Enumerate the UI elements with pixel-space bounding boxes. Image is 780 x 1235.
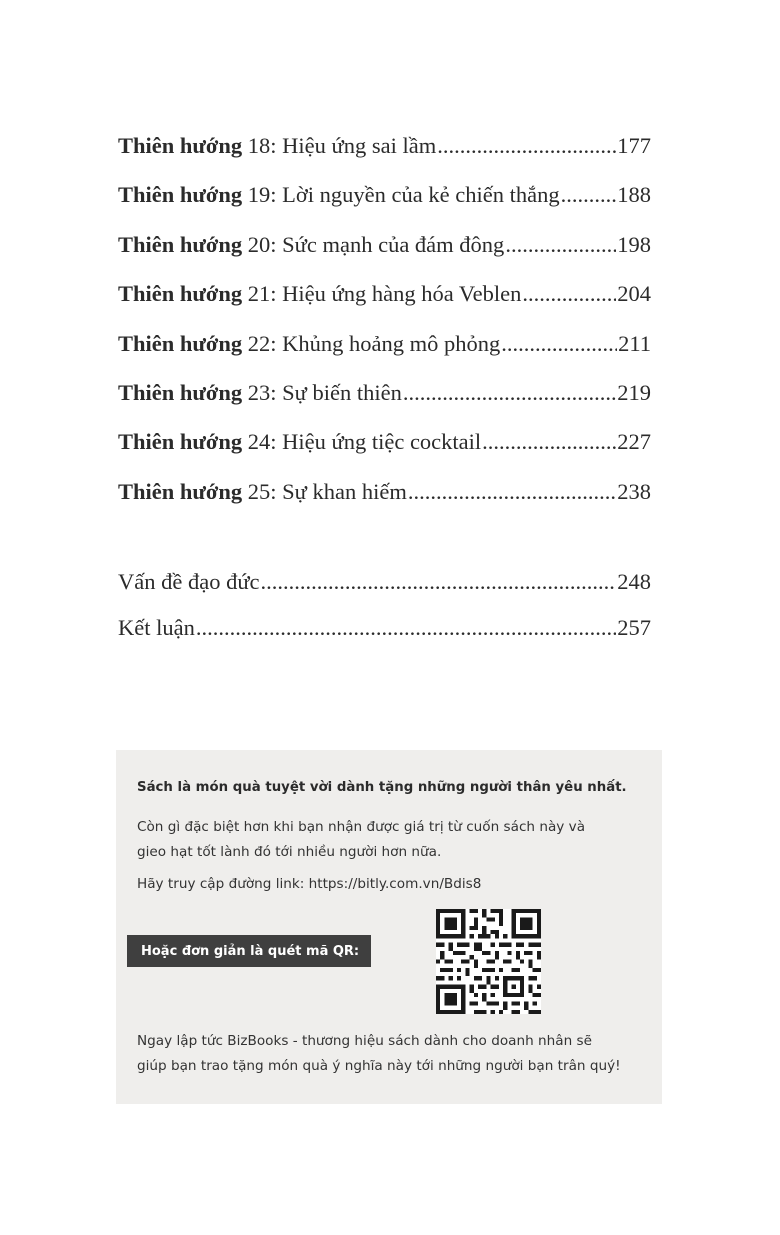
qr-label-banner [127, 935, 371, 967]
toc-entry-number: 22: [247, 330, 277, 356]
toc-leader-dots [482, 424, 616, 460]
toc-entry-page: 188 [617, 182, 651, 208]
toc-entry-page: 204 [617, 281, 651, 307]
toc-entry-lead [118, 128, 436, 164]
toc-entry-lead [118, 276, 521, 312]
toc-leader-dots [403, 375, 616, 411]
toc-entry-number: 20: [247, 231, 277, 257]
toc-entry-lead [118, 474, 407, 510]
table-of-contents [118, 128, 651, 523]
toc-entry-prefix: Thiên hướng [118, 478, 243, 504]
toc-entry-number: 23: [247, 379, 277, 405]
promo-footer-line: giúp bạn trao tặng món quà ý nghĩa này tới những người bạn trân quý! [137, 1058, 621, 1074]
toc-entry-lead [118, 227, 504, 263]
toc-entry[interactable] [118, 128, 651, 177]
promo-footer-line: Ngay lập tức BizBooks - thương hiệu sách dành cho doanh nhân sẽ [137, 1033, 592, 1049]
promo-paragraph-line: gieo hạt tốt lành đó tới nhiều người hơn nữa. [137, 844, 442, 860]
toc-entry-page: 257 [617, 614, 651, 640]
toc-entry-number: 24: [247, 429, 277, 455]
toc-extra-section [118, 564, 651, 655]
toc-entry-title: Sự biến thiên [282, 379, 402, 405]
toc-entry-prefix: Thiên hướng [118, 182, 243, 208]
promo-headline: Sách là món quà tuyệt vời dành tặng những người thân yêu nhất. [137, 780, 627, 795]
qr-code-icon[interactable] [436, 909, 541, 1014]
toc-entry-prefix: Thiên hướng [118, 231, 243, 257]
toc-entry-ethics[interactable] [118, 564, 651, 610]
toc-entry-prefix: Thiên hướng [118, 330, 243, 356]
toc-entry-number: 21: [247, 281, 277, 307]
toc-entry-title: Hiệu ứng sai lầm [282, 133, 437, 158]
toc-entry-lead [118, 375, 402, 411]
gift-promo-box [116, 750, 662, 1104]
toc-entry-number: 25: [247, 478, 277, 504]
toc-entry-prefix: Thiên hướng [118, 133, 243, 158]
toc-entry-title: Sự khan hiếm [282, 478, 407, 504]
toc-entry-title: Hiệu ứng tiệc cocktail [282, 429, 482, 455]
toc-leader-dots [196, 610, 616, 646]
toc-entry-title: Khủng hoảng mô phỏng [282, 330, 501, 356]
qr-label-text: Hoặc đơn giản là quét mã QR: [141, 943, 360, 959]
toc-entry[interactable] [118, 326, 651, 375]
toc-entry-page: 211 [618, 330, 651, 356]
toc-leader-dots [261, 564, 617, 600]
toc-entry-page: 227 [617, 429, 651, 455]
toc-leader-dots [561, 177, 617, 213]
promo-paragraph-line: Còn gì đặc biệt hơn khi bạn nhận được giá trị từ cuốn sách này và [137, 819, 586, 835]
toc-entry-title: Lời nguyền của kẻ chiến thắng [282, 182, 560, 208]
toc-entry-lead [118, 177, 560, 213]
toc-entry-title: Sức mạnh của đám đông [282, 231, 505, 257]
toc-leader-dots [437, 128, 616, 164]
toc-entry-number: 19: [247, 182, 277, 208]
toc-leader-dots [408, 474, 616, 510]
toc-entry-number: 18: [247, 133, 277, 158]
toc-entry[interactable] [118, 424, 651, 473]
toc-leader-dots [522, 276, 616, 312]
toc-entry-prefix: Thiên hướng [118, 281, 243, 307]
toc-entry-page: 198 [617, 231, 651, 257]
toc-entry-page: 177 [617, 133, 651, 158]
toc-entry-page: 238 [617, 478, 651, 504]
promo-link[interactable]: Hãy truy cập đường link: https://bitly.com.vn/Bdis8 [137, 876, 482, 892]
toc-entry-title: Vấn đề đạo đức [118, 569, 260, 594]
toc-entry[interactable] [118, 474, 651, 523]
toc-entry-conclusion[interactable] [118, 610, 651, 656]
toc-entry-lead [118, 424, 481, 460]
toc-leader-dots [501, 326, 617, 362]
toc-entry-title: Hiệu ứng hàng hóa Veblen [282, 281, 522, 307]
toc-entry-prefix: Thiên hướng [118, 379, 243, 405]
toc-entry[interactable] [118, 375, 651, 424]
promo-paragraph [137, 815, 637, 865]
toc-entry[interactable] [118, 177, 651, 226]
toc-entry-lead [118, 326, 500, 362]
toc-entry-page: 248 [617, 569, 651, 594]
toc-entry[interactable] [118, 227, 651, 276]
toc-entry-prefix: Thiên hướng [118, 429, 243, 455]
toc-leader-dots [505, 227, 616, 263]
toc-entry-page: 219 [617, 379, 651, 405]
promo-footer [137, 1029, 647, 1079]
toc-entry-title: Kết luận [118, 614, 195, 640]
toc-entry[interactable] [118, 276, 651, 325]
